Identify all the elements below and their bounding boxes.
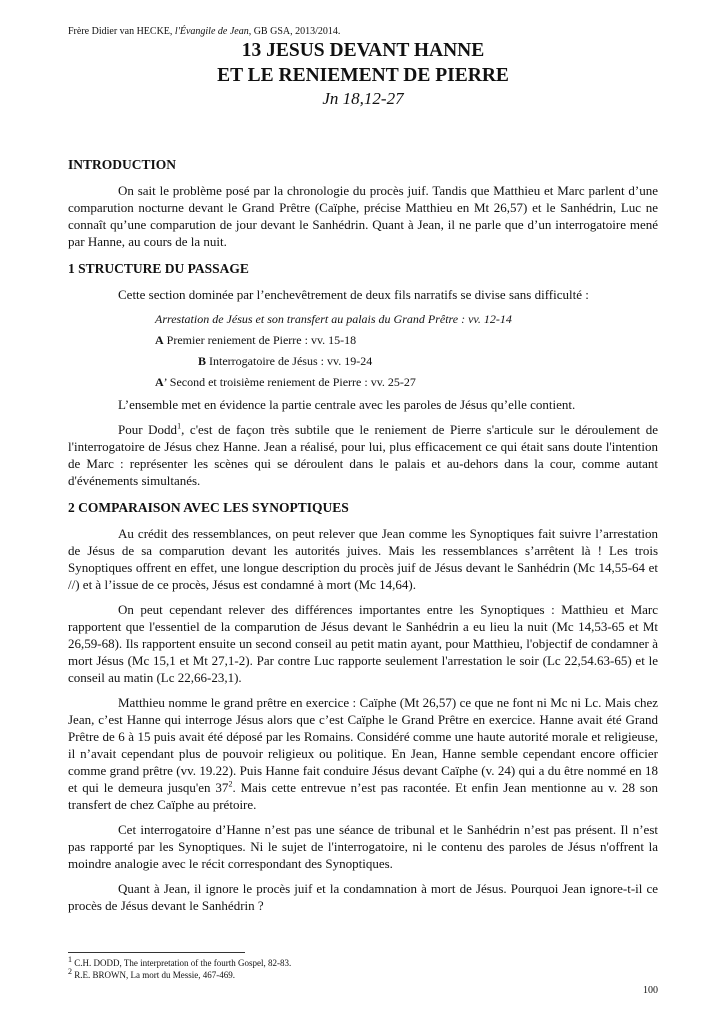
outline-text-a-prime: ’ Second et troisième reniement de Pierre : vv. 25-27 bbox=[163, 375, 416, 389]
paragraph-comparison-5: Quant à Jean, il ignore le procès juif et la condamnation à mort de Jésus. Pourquoi Jean ignore-t-il ce procès de Jésus devant le Sanhédrin ? bbox=[68, 881, 658, 913]
scripture-reference: Jn 18,12-27 bbox=[322, 89, 404, 108]
outline-item-arrest: Arrestation de Jésus et son transfert au palais du Grand Prêtre : vv. 12-14 bbox=[155, 312, 512, 326]
footnote-2-number: 2 bbox=[68, 967, 72, 976]
paragraph-intro: On sait le problème posé par la chronologie du procès juif. Tandis que Matthieu et Marc parlent d’une comparution nocturne devant le Grand Prêtre (Caïphe, précise Matthieu en Mt 26,57) et le Sanhédrin, Luc ne connaît qu’une comparution de jour devant le Sanhédrin. Quant à Jean, il ne parle que d’un interrogatoire mené par Hanne, au cours de la nuit. bbox=[68, 183, 658, 249]
paragraph-comparison-3-rest: . Mais cette entrevue n’est pas racontée. Et enfin Jean mentionne au v. 28 son transfert de chez Caïphe au prétoire. bbox=[68, 780, 658, 812]
section-heading-structure: 1 STRUCTURE DU PASSAGE bbox=[68, 261, 249, 276]
footnote-ref-1: 1 bbox=[177, 421, 182, 431]
footnote-1 bbox=[68, 957, 291, 969]
paragraph-comparison-3 bbox=[68, 694, 658, 813]
title-line-1: 13 JESUS DEVANT HANNE bbox=[241, 40, 485, 61]
outline-mark-b: B bbox=[198, 354, 207, 368]
paragraph-comparison-1: Au crédit des ressemblances, on peut relever que Jean comme les Synoptiques fait suivre l’arrestation de Jésus de sa comparution devant les autorités juives. Mais les ressemblances s’arrêtent là ! Les trois Synoptiques offrent en effet, une longue description du procès juif de Jésus devant le Sanhédrin (Mc 14,55-64 et //) et à l’issue de ce procès, Jésus est condamné à mort (Mc 14,64). bbox=[68, 526, 658, 592]
structure-outline bbox=[155, 311, 658, 390]
outline-text-b: Interrogatoire de Jésus : vv. 19-24 bbox=[206, 354, 373, 368]
outline-item-a-prime bbox=[155, 374, 658, 390]
section-heading-comparison: 2 COMPARAISON AVEC LES SYNOPTIQUES bbox=[68, 500, 349, 515]
outline-text-a: Premier reniement de Pierre : vv. 15-18 bbox=[163, 333, 357, 347]
outline-mark-a: A bbox=[155, 333, 164, 347]
paragraph-comparison-2: On peut cependant relever des différences importantes entre les Synoptiques : Matthieu et Marc rapportent que l'essentiel de la comparution de Jésus devant le Sanhédrin a eu lieu la nuit (Mc 14,53-65 et Mt 26,59-68). Ils rapportent ensuite un second conseil au petit matin ayant, pour Matthieu, l'objectif de condamner à mort Jésus (Mc 15,1 et Mt 27,1-2). Par contre Luc rapporte seulement l'arrestation le soir (Lc 22,54.63-65) et le conseil au matin (Lc 22,66-23,1). bbox=[68, 602, 658, 685]
footnote-separator bbox=[68, 952, 245, 953]
outline-mark-a-prime: A bbox=[155, 375, 164, 389]
paragraph-comparison-4: Cet interrogatoire d’Hanne n’est pas une séance de tribunal et le Sanhédrin n’est pas présent. Il n’est pas rapporté par les Synoptiques. Ni le sujet de l'interrogatoire, ni le contenu des paroles de Jésus n'offrent la moindre analogie avec le récit correspondant des Synoptiques. bbox=[68, 822, 658, 871]
footnote-2-text: R.E. BROWN, La mort du Messie, 467-469. bbox=[72, 970, 235, 980]
running-header-book: l'Évangile de Jean bbox=[174, 26, 249, 37]
paragraph-structure-3-rest: , c'est de façon très subtile que le reniement de Pierre s'articule sur le déroulement de l'interrogatoire de Jésus chez Hanne. Jean a réalisé, pour lui, plus efficacement ce qui était sans doute l'intention de Marc : représenter les scènes qui se déroulent dans le palais et au-dehors dans la cour, comme autant d'événements simultanés. bbox=[68, 422, 658, 488]
outline-item-b bbox=[155, 353, 658, 369]
title-line-2: ET LE RENIEMENT DE PIERRE bbox=[217, 65, 509, 86]
page-number: 100 bbox=[643, 985, 658, 996]
section-heading-introduction: INTRODUCTION bbox=[68, 157, 177, 172]
running-header-course: , GB GSA, 2013/2014. bbox=[248, 26, 341, 37]
paragraph-comparison-3-start: Matthieu nomme le grand prêtre en exercice : Caïphe (Mt 26,57) ce que ne font ni Mc ni Lc. Mais chez Jean, c’est Hanne qui interroge Jésus alors que c’est Caïphe le Grand Prêtre en exercice. Hanne avait été Grand Prêtre de 6 à 15 puis avait été déposé par les Romains. Considéré comme une haute autorité morale et religieuse, il n’avait cependant plus de pouvoir religieux ou politique. En Jean, Hanne semble cependant encore officier comme grand prêtre (vv. 19.22). Puis Hanne fait conduire Jésus devant Caïphe (v. 24) qui a du être nommé en 18 et qui le demeura jusqu'en 37 bbox=[68, 695, 658, 795]
footnotes bbox=[68, 957, 291, 981]
paragraph-structure-2: L’ensemble met en évidence la partie centrale avec les paroles de Jésus qu’elle contient. bbox=[118, 397, 576, 412]
footnote-ref-2: 2 bbox=[228, 779, 233, 789]
paragraph-structure-3 bbox=[68, 421, 658, 489]
footnote-1-number: 1 bbox=[68, 955, 72, 964]
running-header bbox=[68, 26, 340, 37]
main-content bbox=[68, 156, 658, 922]
footnote-1-text: C.H. DODD, The interpretation of the fourth Gospel, 82-83. bbox=[72, 958, 292, 968]
paragraph-structure-3-start: Pour Dodd bbox=[118, 422, 178, 437]
outline-item-a bbox=[155, 332, 658, 348]
title-block bbox=[68, 38, 658, 110]
paragraph-structure-1: Cette section dominée par l’enchevêtrement de deux fils narratifs se divise sans difficulté : bbox=[118, 287, 589, 302]
running-header-author: Frère Didier van HECKE, bbox=[68, 26, 175, 37]
footnote-2 bbox=[68, 969, 291, 981]
